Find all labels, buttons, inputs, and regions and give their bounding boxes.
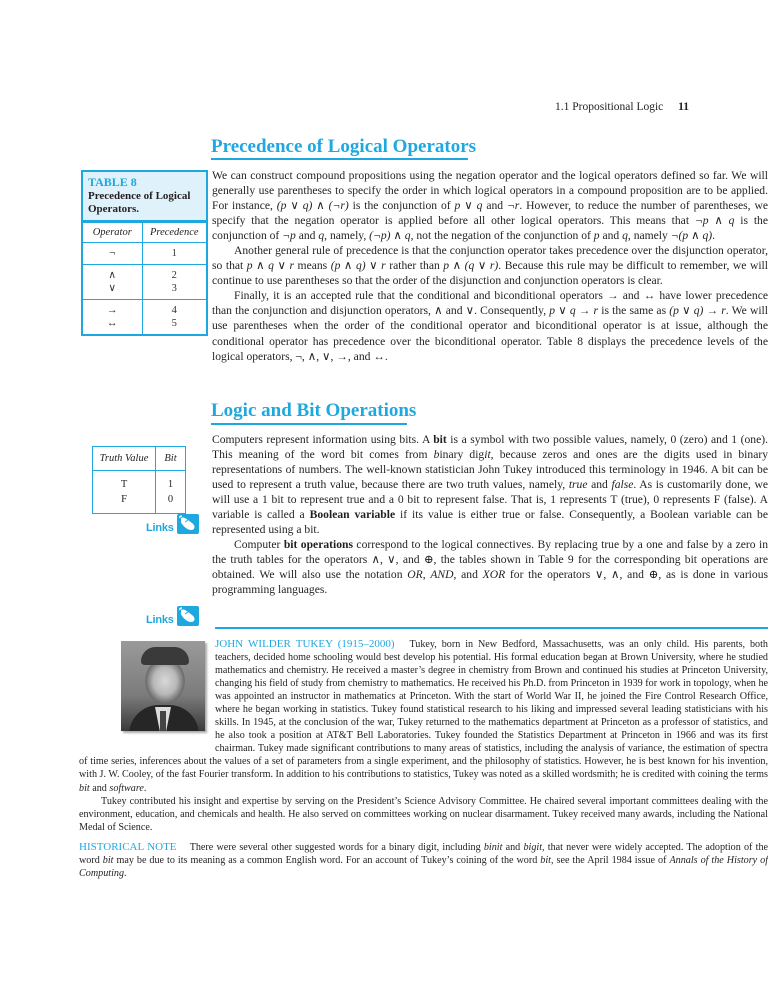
table-row: [93, 471, 185, 492]
links-label: Links: [146, 522, 174, 534]
table-cell: ∧ ∨: [83, 265, 142, 300]
section-title-underline: [211, 158, 468, 160]
mouse-icon: [177, 514, 199, 534]
paragraph: Tukey contributed his insight and expertise by serving on the President’s Science Advisory Committee. He chaired several important committees dealing with the environment, education, and chemicals and health. He also served on committees working on nuclear disarmament. Tukey received many awards, including the National Medal of Science.: [79, 795, 768, 833]
table-row: [83, 265, 206, 300]
page-number: 11: [678, 101, 690, 113]
biography-text: [79, 638, 768, 834]
table-cell: → ↔: [83, 300, 142, 335]
mouse-icon: [177, 606, 199, 626]
column-header-precedence: Precedence: [142, 223, 206, 243]
table-cell: 1: [167, 479, 174, 490]
column-header-bit: Bit: [156, 447, 185, 471]
column-header-truth-value: Truth Value: [93, 447, 156, 471]
paragraph: We can construct compound propositions using the negation operator and the logical operators defined so far. We will generally use parentheses to specify the order in which logical operators in a compound proposition are to be applied. For instance, (p ∨ q) ∧ (¬r) is the conjunction of p ∨ q and ¬r. However, to reduce the number of parentheses, we specify that the negation operator is applied before all other logical operators. This means that ¬p ∧ q is the conjunction of ¬p and q, namely, (¬p) ∧ q, not the negation of the conjunction of p and q, namely ¬(p ∧ q).: [212, 169, 768, 243]
table-cell: 4 5: [142, 300, 206, 335]
table-cell: ¬: [83, 243, 142, 265]
biography-name: JOHN WILDER TUKEY (1915–2000): [215, 638, 395, 650]
links-button-2[interactable]: [146, 606, 199, 626]
table-8-caption: Precedence of Logical Operators.: [88, 190, 191, 215]
table-cell: F: [93, 491, 156, 513]
table-cell: 1: [142, 243, 206, 265]
table-cell: 2 3: [142, 265, 206, 300]
table-cell: T: [93, 471, 156, 492]
precedence-table: [83, 222, 206, 334]
biography-divider: [215, 627, 768, 629]
section-title-bit-operations: Logic and Bit Operations: [211, 400, 417, 421]
table-row: [83, 300, 206, 335]
paragraph: JOHN WILDER TUKEY (1915–2000) Tukey, born in New Bedford, Massachusetts, was an only child. His parents, both teachers, decided home schooling would best develop his potential. His formal education began at Brown University, where he studied mathematics and chemistry. He received a master’s degree in chemistry from Brown and continued his studies at Princeton University, changing his field of study from chemistry to mathematics. He received his Ph.D. from Princeton in 1939 for work in topology, when he was appointed an instructor in mathematics at Princeton. With the start of World War II, he joined the Fire Control Research Office, where he began working in statistics. Tukey found statistical research to his liking and impressed several leading statisticians with his skills. In 1945, at the conclusion of the war, Tukey returned to the mathematics department at Princeton as a professor of statistics, and he also took a position at AT&T Bell Laboratories. Tukey founded the Statistics Department at Princeton in 1966 and was its first chairman. Tukey made significant contributions to many areas of statistics, including the analysis of variance, the estimation of spectra of time series, inferences about the values of a set of parameters from a single experiment, and the philosophy of statistics. However, he is best known for his invention, with J. W. Cooley, of the fast Fourier transform. In addition to his contributions to statistics, Tukey was noted as a skilled wordsmith; he is credited with coining the terms bit and software.: [79, 638, 768, 794]
column-header-operator: Operator: [83, 223, 142, 243]
table-cell: 0: [167, 494, 174, 505]
table-8-header: [83, 172, 206, 222]
links-label: Links: [146, 614, 174, 626]
table-row: [93, 491, 185, 513]
links-button-1[interactable]: [146, 514, 199, 534]
table-8-number: TABLE 8: [88, 175, 137, 189]
truth-value-bit-table: [92, 446, 186, 514]
table-row: [83, 243, 206, 265]
paragraph: Computers represent information using bits. A bit is a symbol with two possible values, namely, 0 (zero) and 1 (one). This meaning of the word bit comes from binary digit, because zeros and ones are the digits used in binary representations of numbers. The well-known statistician John Tukey introduced this terminology in 1946. A bit can be used to represent a truth value, because there are two truth values, namely, true and false. As is customarily done, we will use a 1 bit to represent true and a 0 bit to represent false. That is, 1 represents T (true), 0 represents F (false). A variable is called a Boolean variable if its value is either true or false. Consequently, a Boolean variable can be represented using a bit.: [212, 433, 768, 537]
section-title-underline: [211, 423, 407, 425]
running-head: [555, 101, 689, 113]
paragraph: Another general rule of precedence is that the conjunction operator takes precedence over the disjunction operator, so that p ∧ q ∨ r means (p ∧ q) ∨ r rather than p ∧ (q ∨ r). Because this rule may be difficult to remember, we will continue to use parentheses so that the order of the disjunction and conjunction operators is clear.: [212, 244, 768, 288]
paragraph: Finally, it is an accepted rule that the conditional and biconditional operators → and ↔ have lower precedence than the conjunction and disjunction operators, ∧ and ∨. Consequently, p ∨ q → r is the same as (p ∨ q) → r. We will use parentheses when the order of the conditional operator and biconditional operator is at issue, although the conditional operator has precedence over the biconditional operator. Table 8 displays the precedence levels of the logical operators, ¬, ∧, ∨, →, and ↔.: [212, 289, 768, 363]
running-head-section: 1.1 Propositional Logic: [555, 101, 664, 113]
paragraph: Computer bit operations correspond to the logical connectives. By replacing true by a one and false by a zero in the truth tables for the operators ∧, ∨, and ⊕, the tables shown in Table 9 for the corresponding bit operations are obtained. We will also use the notation OR, AND, and XOR for the operators ∨, ∧, and ⊕, as is done in various programming languages.: [212, 538, 768, 597]
table-8: [81, 170, 208, 336]
historical-note-label: HISTORICAL NOTE: [79, 841, 177, 853]
historical-note: HISTORICAL NOTE There were several other suggested words for a binary digit, including binit and bigit, that never were widely accepted. The adoption of the word bit may be due to its meaning as a common English word. For an account of Tukey’s coining of the word bit, see the April 1984 issue of Annals of the History of Computing.: [79, 841, 768, 880]
section-bit-operations-body: [212, 432, 768, 598]
section-title-precedence: Precedence of Logical Operators: [211, 136, 477, 157]
section-precedence-body: [212, 168, 768, 364]
